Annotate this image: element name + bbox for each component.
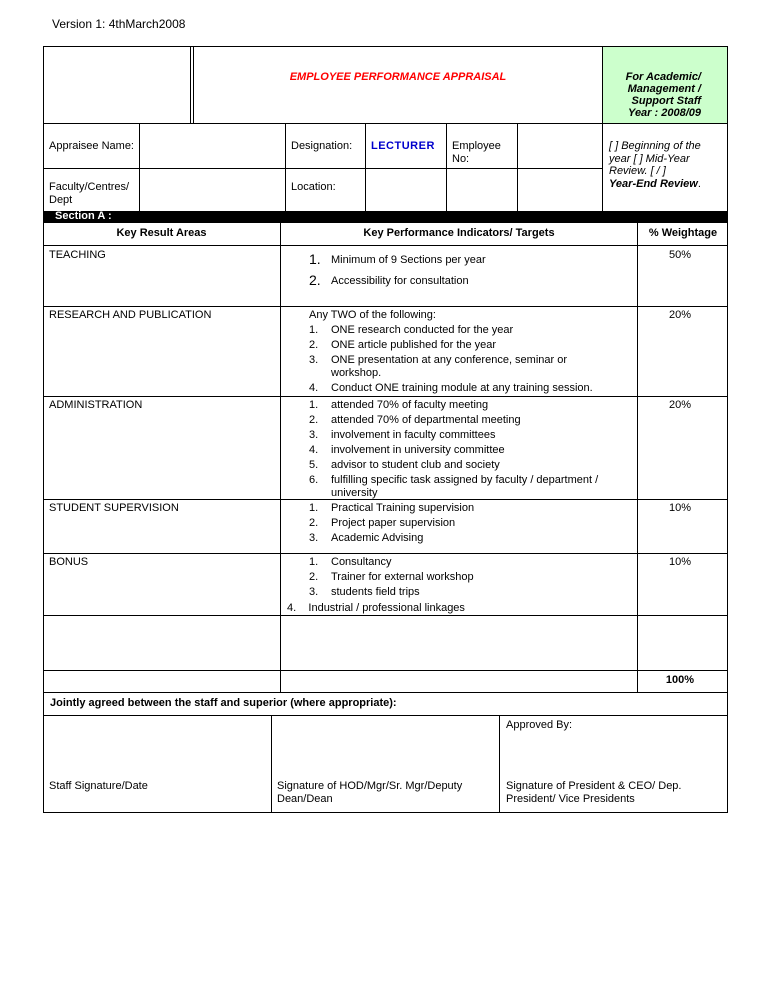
list-item-text: Consultancy: [331, 556, 392, 568]
kpi-administration: [309, 399, 619, 502]
hod-signature-label: Signature of HOD/Mgr/Sr. Mgr/Deputy Dean/Dean: [277, 780, 463, 805]
list-item-text: attended 70% of departmental meeting: [331, 414, 521, 426]
kpi-bonus: [309, 556, 609, 601]
list-item-num: 5.: [309, 459, 319, 471]
list-item: [309, 382, 609, 395]
approved-by-label: Approved By:: [506, 719, 573, 731]
section-a-label: Section A :: [55, 210, 112, 222]
list-item: [309, 399, 619, 412]
appraisee-name-field[interactable]: [140, 125, 285, 168]
list-item: [309, 532, 609, 545]
weight-research: 20%: [668, 309, 692, 321]
list-item: [309, 253, 629, 271]
faculty-label: Faculty/Centres/ Dept: [49, 181, 130, 206]
list-item-text: involvement in faculty committees: [331, 429, 496, 441]
list-item-text: ONE article published for the year: [331, 339, 497, 351]
president-signature-label: Signature of President & CEO/ Dep. President/ Vice Presidents: [506, 780, 682, 805]
list-item-num: 3.: [309, 532, 319, 544]
list-item-num: 3.: [309, 586, 319, 598]
list-item-text: advisor to student club and society: [331, 459, 500, 471]
list-item-text: fulfilling specific task assigned by faculty / department / university: [331, 474, 599, 499]
weight-teaching: 50%: [668, 249, 692, 261]
agreement-label: Jointly agreed between the staff and superior (where appropriate):: [50, 697, 397, 709]
weight-bonus: 10%: [668, 556, 692, 568]
list-item-num: 4.: [309, 382, 319, 394]
review-type: [609, 140, 725, 190]
list-item-text: Academic Advising: [331, 532, 424, 544]
review-line4: Year-End Review: [609, 177, 698, 190]
kpi-student-supervision: [309, 502, 609, 547]
review-line1: [ ] Beginning of the: [609, 140, 701, 152]
review-line2: year [ ] Mid-Year: [609, 152, 690, 165]
list-item: [309, 444, 619, 457]
list-item: [309, 274, 629, 292]
list-item-text: Conduct ONE training module at any training session.: [331, 382, 593, 394]
list-item: [309, 459, 619, 472]
list-item-text: Trainer for external workshop: [331, 571, 474, 583]
list-item-num: 3.: [309, 354, 319, 366]
list-item-num: 4.: [309, 444, 319, 456]
weight-total: 100%: [665, 674, 695, 686]
header-right-line3: Support Staff: [631, 95, 701, 107]
list-item-num: 2.: [309, 272, 321, 288]
header-right-line2: Management /: [627, 83, 701, 95]
version-label: Version 1: 4thMarch2008: [52, 17, 186, 31]
kra-administration: ADMINISTRATION: [49, 399, 143, 411]
list-item-num: 2.: [309, 517, 319, 529]
agreement-row: [43, 692, 728, 716]
employee-no-field[interactable]: [518, 125, 602, 168]
list-item-text: Practical Training supervision: [331, 502, 475, 514]
header-year-cell: [602, 47, 727, 123]
designation-value: LECTURER: [371, 140, 435, 152]
list-item: [309, 571, 609, 584]
weight-administration: 20%: [668, 399, 692, 411]
list-item-text: Minimum of 9 Sections per year: [331, 254, 486, 266]
header-right-line1: For Academic/: [625, 71, 701, 83]
designation-label: Designation:: [291, 140, 353, 152]
list-item: [309, 429, 619, 442]
col-header-weightage: % Weightage: [648, 227, 718, 239]
list-item: [309, 502, 609, 515]
list-item-num: 2.: [309, 571, 319, 583]
list-item-text: ONE research conducted for the year: [331, 324, 514, 336]
list-item-num: 1.: [309, 251, 321, 267]
employee-no-label: Employee No:: [452, 140, 501, 165]
list-item-text: Project paper supervision: [331, 517, 456, 529]
kpi-research-intro: Any TWO of the following:: [309, 309, 436, 321]
list-item: [309, 414, 619, 427]
col-header-kra: Key Result Areas: [116, 227, 207, 239]
list-item-num: 1.: [309, 556, 319, 568]
staff-signature-label: Staff Signature/Date: [49, 780, 148, 792]
col-header-kpi: Key Performance Indicators/ Targets: [363, 227, 555, 239]
review-line3: Review. [ / ]: [609, 165, 666, 177]
header-right-line4: Year : 2008/09: [628, 107, 701, 119]
list-item-text: involvement in university committee: [331, 444, 505, 456]
list-item-num: 1.: [309, 324, 319, 336]
faculty-field[interactable]: [140, 169, 285, 211]
list-item-text: students field trips: [331, 586, 420, 598]
list-item-num: 1.: [309, 502, 319, 514]
weight-student-supervision: 10%: [668, 502, 692, 514]
kpi-teaching: [309, 253, 629, 292]
kpi-bonus-extra: 4. Industrial / professional linkages: [287, 602, 465, 614]
kpi-research: [309, 324, 609, 397]
list-item-num: 2.: [309, 414, 319, 426]
kra-bonus: BONUS: [49, 556, 89, 568]
list-item: [309, 556, 609, 569]
list-item-num: 3.: [309, 429, 319, 441]
list-item: [309, 324, 609, 337]
location-field[interactable]: [366, 169, 446, 211]
section-a-bar: [43, 211, 728, 223]
list-item-text: attended 70% of faculty meeting: [331, 399, 489, 411]
list-item-num: 1.: [309, 399, 319, 411]
appraisee-name-label: Appraisee Name:: [49, 140, 134, 152]
list-item-text: Accessibility for consultation: [331, 275, 469, 287]
list-item: [309, 354, 576, 380]
kra-teaching: TEACHING: [49, 249, 106, 261]
list-item: [309, 517, 609, 530]
kra-research: RESEARCH AND PUBLICATION: [49, 309, 212, 321]
list-item: [309, 339, 609, 352]
location-label: Location:: [291, 181, 336, 193]
list-item: [309, 586, 609, 599]
list-item-num: 6.: [309, 474, 319, 486]
review-period: .: [697, 177, 701, 190]
list-item-num: 2.: [309, 339, 319, 351]
page-title: EMPLOYEE PERFORMANCE APPRAISAL: [289, 71, 507, 83]
list-item-text: ONE presentation at any conference, seminar or workshop.: [331, 354, 568, 379]
kra-student-supervision: STUDENT SUPERVISION: [49, 502, 179, 514]
list-item: [309, 474, 631, 500]
